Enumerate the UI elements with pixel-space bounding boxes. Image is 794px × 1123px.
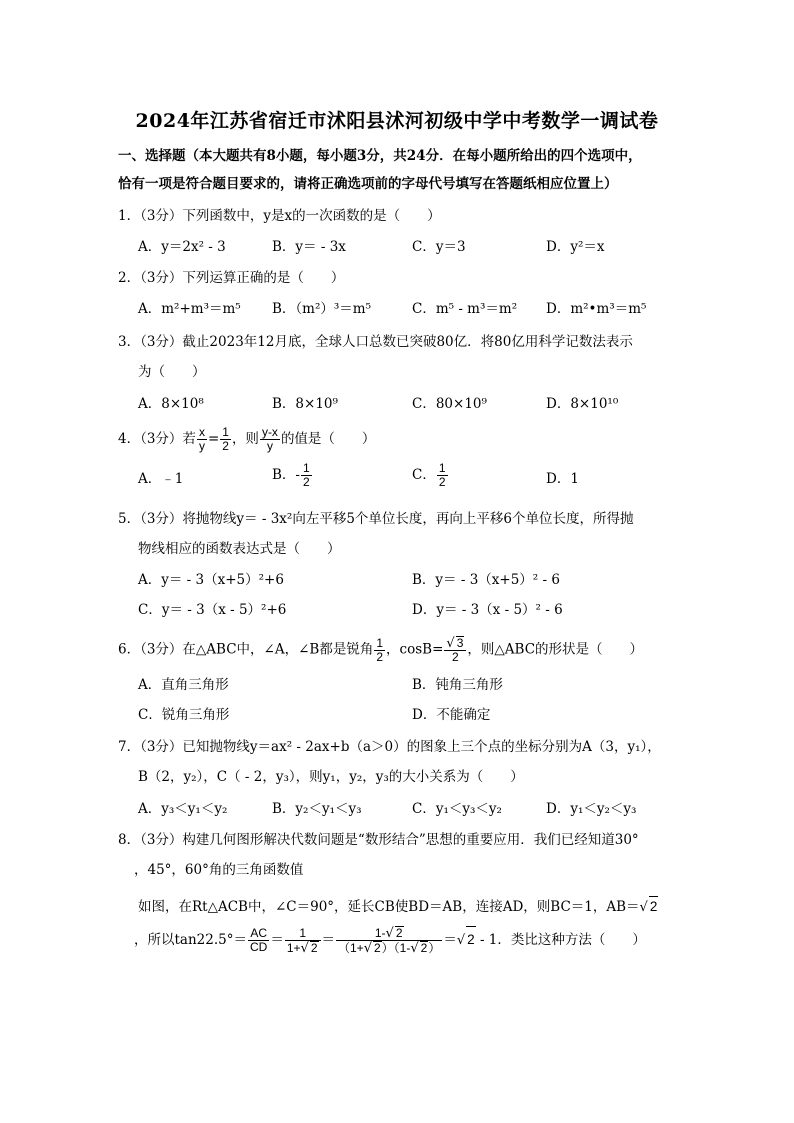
q2-option-c: C．m⁵ - m³＝m²: [412, 301, 518, 317]
section-instructions: [118, 142, 678, 198]
question-3-stem-line-1: 3．（3分）截止2023年12月底，全球人口总数已突破80亿．将80亿用科学记数法表示: [118, 334, 633, 350]
q5-option-a: A．y＝ - 3（x+5）²+6: [138, 572, 284, 588]
q4-stem-prefix: 4．（3分）若: [118, 431, 196, 447]
section-line-2: 恰有一项是符合题目要求的，请将正确选项前的字母代号填写在答题纸相应位置上）: [118, 176, 618, 192]
q6-option-c: C．锐角三角形: [138, 707, 230, 723]
q4-b-fraction: $\frac{1}{2}$: [302, 461, 310, 489]
radical-sign-icon: √: [385, 926, 394, 941]
q6-fraction-sqrt3-over-2: $\frac{√ 3}{2}$: [444, 636, 466, 664]
q4-fraction-y-minus-x-over-y: $\frac{y-x}{y}$: [261, 425, 278, 453]
q4-stem-mid: ，则: [231, 431, 259, 447]
q8-fraction-rationalized: $\frac{1-√ 2}{(1+√ 2)(1-√ 2)}$: [338, 926, 441, 956]
q7-option-b: B．y₂＜y₁＜y₃: [272, 801, 362, 817]
q4-stem-suffix: 的值是（ ）: [280, 431, 376, 447]
radical-sign-icon: √: [456, 933, 466, 948]
question-1-stem: 1．（3分）下列函数中，y是x的一次函数的是（ ）: [118, 208, 441, 224]
q5-option-d: D．y＝ - 3（x - 5）² - 6: [412, 602, 563, 618]
q1-option-a: A．y＝2x² - 3: [138, 239, 226, 255]
q2-option-a: A．m²+m³＝m⁵: [138, 301, 241, 317]
question-2-stem: 2．（3分）下列运算正确的是（ ）: [118, 270, 345, 286]
q2-option-b: B．（m²）³＝m⁵: [272, 301, 372, 317]
question-5-stem-line-2: 物线相应的函数表达式是（ ）: [138, 541, 341, 557]
q1-option-d: D．y²＝x: [546, 239, 605, 255]
q6-fraction-one-half: $\frac{1}{2}$: [376, 635, 384, 664]
q4-fraction-x-over-y: $\frac{x}{y}$: [198, 425, 205, 453]
q6-option-b: B．钝角三角形: [412, 677, 503, 693]
q7-option-a: A．y₃＜y₁＜y₂: [138, 801, 228, 817]
question-5-stem-line-1: 5．（3分）将抛物线y＝ - 3x²向左平移5个单位长度，再向上平移6个单位长度，所得抛: [118, 511, 634, 527]
question-8-line-4: ，所以tan22.5°＝ $\frac{AC}{CD}$ ＝ $\frac{1}{1+√ 2}$ ＝ $\frac{1-√ 2}{(1+√ 2)(1-√ 2)}$ ＝√ 2 - 1．类比这种方法（ ）: [134, 925, 646, 956]
q6-option-d: D．不能确定: [412, 707, 491, 723]
q6-stem-prefix: 6．（3分）在△ABC中，∠A，∠B都是锐角: [118, 641, 374, 658]
q1-option-b: B．y＝ - 3x: [272, 239, 346, 255]
q4-equals: =: [207, 431, 220, 447]
radical-sign-icon: √: [446, 636, 455, 651]
q2-option-d: D．m²•m³＝m⁵: [546, 301, 647, 317]
q7-option-c: C．y₁＜y₃＜y₂: [412, 801, 502, 817]
q5-option-b: B．y＝ - 3（x+5）² - 6: [412, 572, 560, 588]
radical-sign-icon: √: [639, 900, 648, 915]
q3-option-a: A．8×10⁸: [138, 396, 204, 412]
q6-stem-mid: ，cosB=: [386, 641, 444, 658]
q1-option-c: C．y＝3: [412, 239, 466, 255]
q6-stem-suffix: ，则△ABC的形状是（ ）: [467, 641, 644, 658]
page-title: 2024年江苏省宿迁市沭阳县沭河初级中学中考数学一调试卷: [135, 110, 659, 132]
q8-fraction-1-over-1-plus-sqrt2: $\frac{1}{1+√ 2}$: [285, 927, 321, 955]
q4-option-b: B．- $\frac{1}{2}$: [272, 461, 310, 489]
q5-option-c: C．y＝ - 3（x - 5）²+6: [138, 602, 287, 618]
q3-option-b: B．8×10⁹: [272, 396, 338, 412]
question-8-stem-line-2: ，45°，60°角的三角函数值: [134, 862, 304, 878]
radical-sign-icon: √: [300, 940, 309, 956]
question-8-stem-line-1: 8．（3分）构建几何图形解决代数问题是“数形结合”思想的重要应用．我们已经知道30°: [118, 832, 639, 848]
q4-c-fraction: $\frac{1}{2}$: [438, 461, 446, 489]
q7-option-d: D．y₁＜y₂＜y₃: [546, 801, 637, 817]
q6-option-a: A．直角三角形: [138, 677, 229, 693]
question-8-line-3: 如图，在Rt△ACB中，∠C＝90°，延长CB使BD＝AB，连接AD，则BC＝1，AB＝√ 2: [138, 896, 658, 918]
question-7-stem-line-2: B（2，y₂），C（ - 2，y₃），则y₁，y₂，y₃的大小关系为（ ）: [138, 769, 524, 785]
q8-fraction-ac-over-cd: $\frac{AC}{CD}$: [249, 926, 268, 954]
radical-sign-icon: √: [410, 941, 419, 956]
question-6-stem: [118, 636, 643, 664]
q4-option-c: C． $\frac{1}{2}$: [412, 461, 446, 489]
q4-option-a: A．﹣1: [138, 471, 184, 487]
question-4-stem: [118, 426, 375, 453]
q4-fraction-one-half: $\frac{1}{2}$: [222, 425, 229, 453]
q4-option-d: D．1: [546, 471, 579, 487]
question-3-stem-line-2: 为（ ）: [138, 364, 206, 380]
radical-sign-icon: √: [363, 941, 372, 956]
question-7-stem-line-1: 7．（3分）已知抛物线y＝ax² - 2ax+b（a＞0）的图象上三个点的坐标分别为A（3，y₁），: [118, 739, 661, 755]
q3-option-d: D．8×10¹⁰: [546, 396, 619, 412]
q3-option-c: C．80×10⁹: [412, 396, 487, 412]
section-line-1: 一、选择题（本大题共有8小题，每小题3分，共24分．在每小题所给出的四个选项中，: [118, 148, 642, 164]
